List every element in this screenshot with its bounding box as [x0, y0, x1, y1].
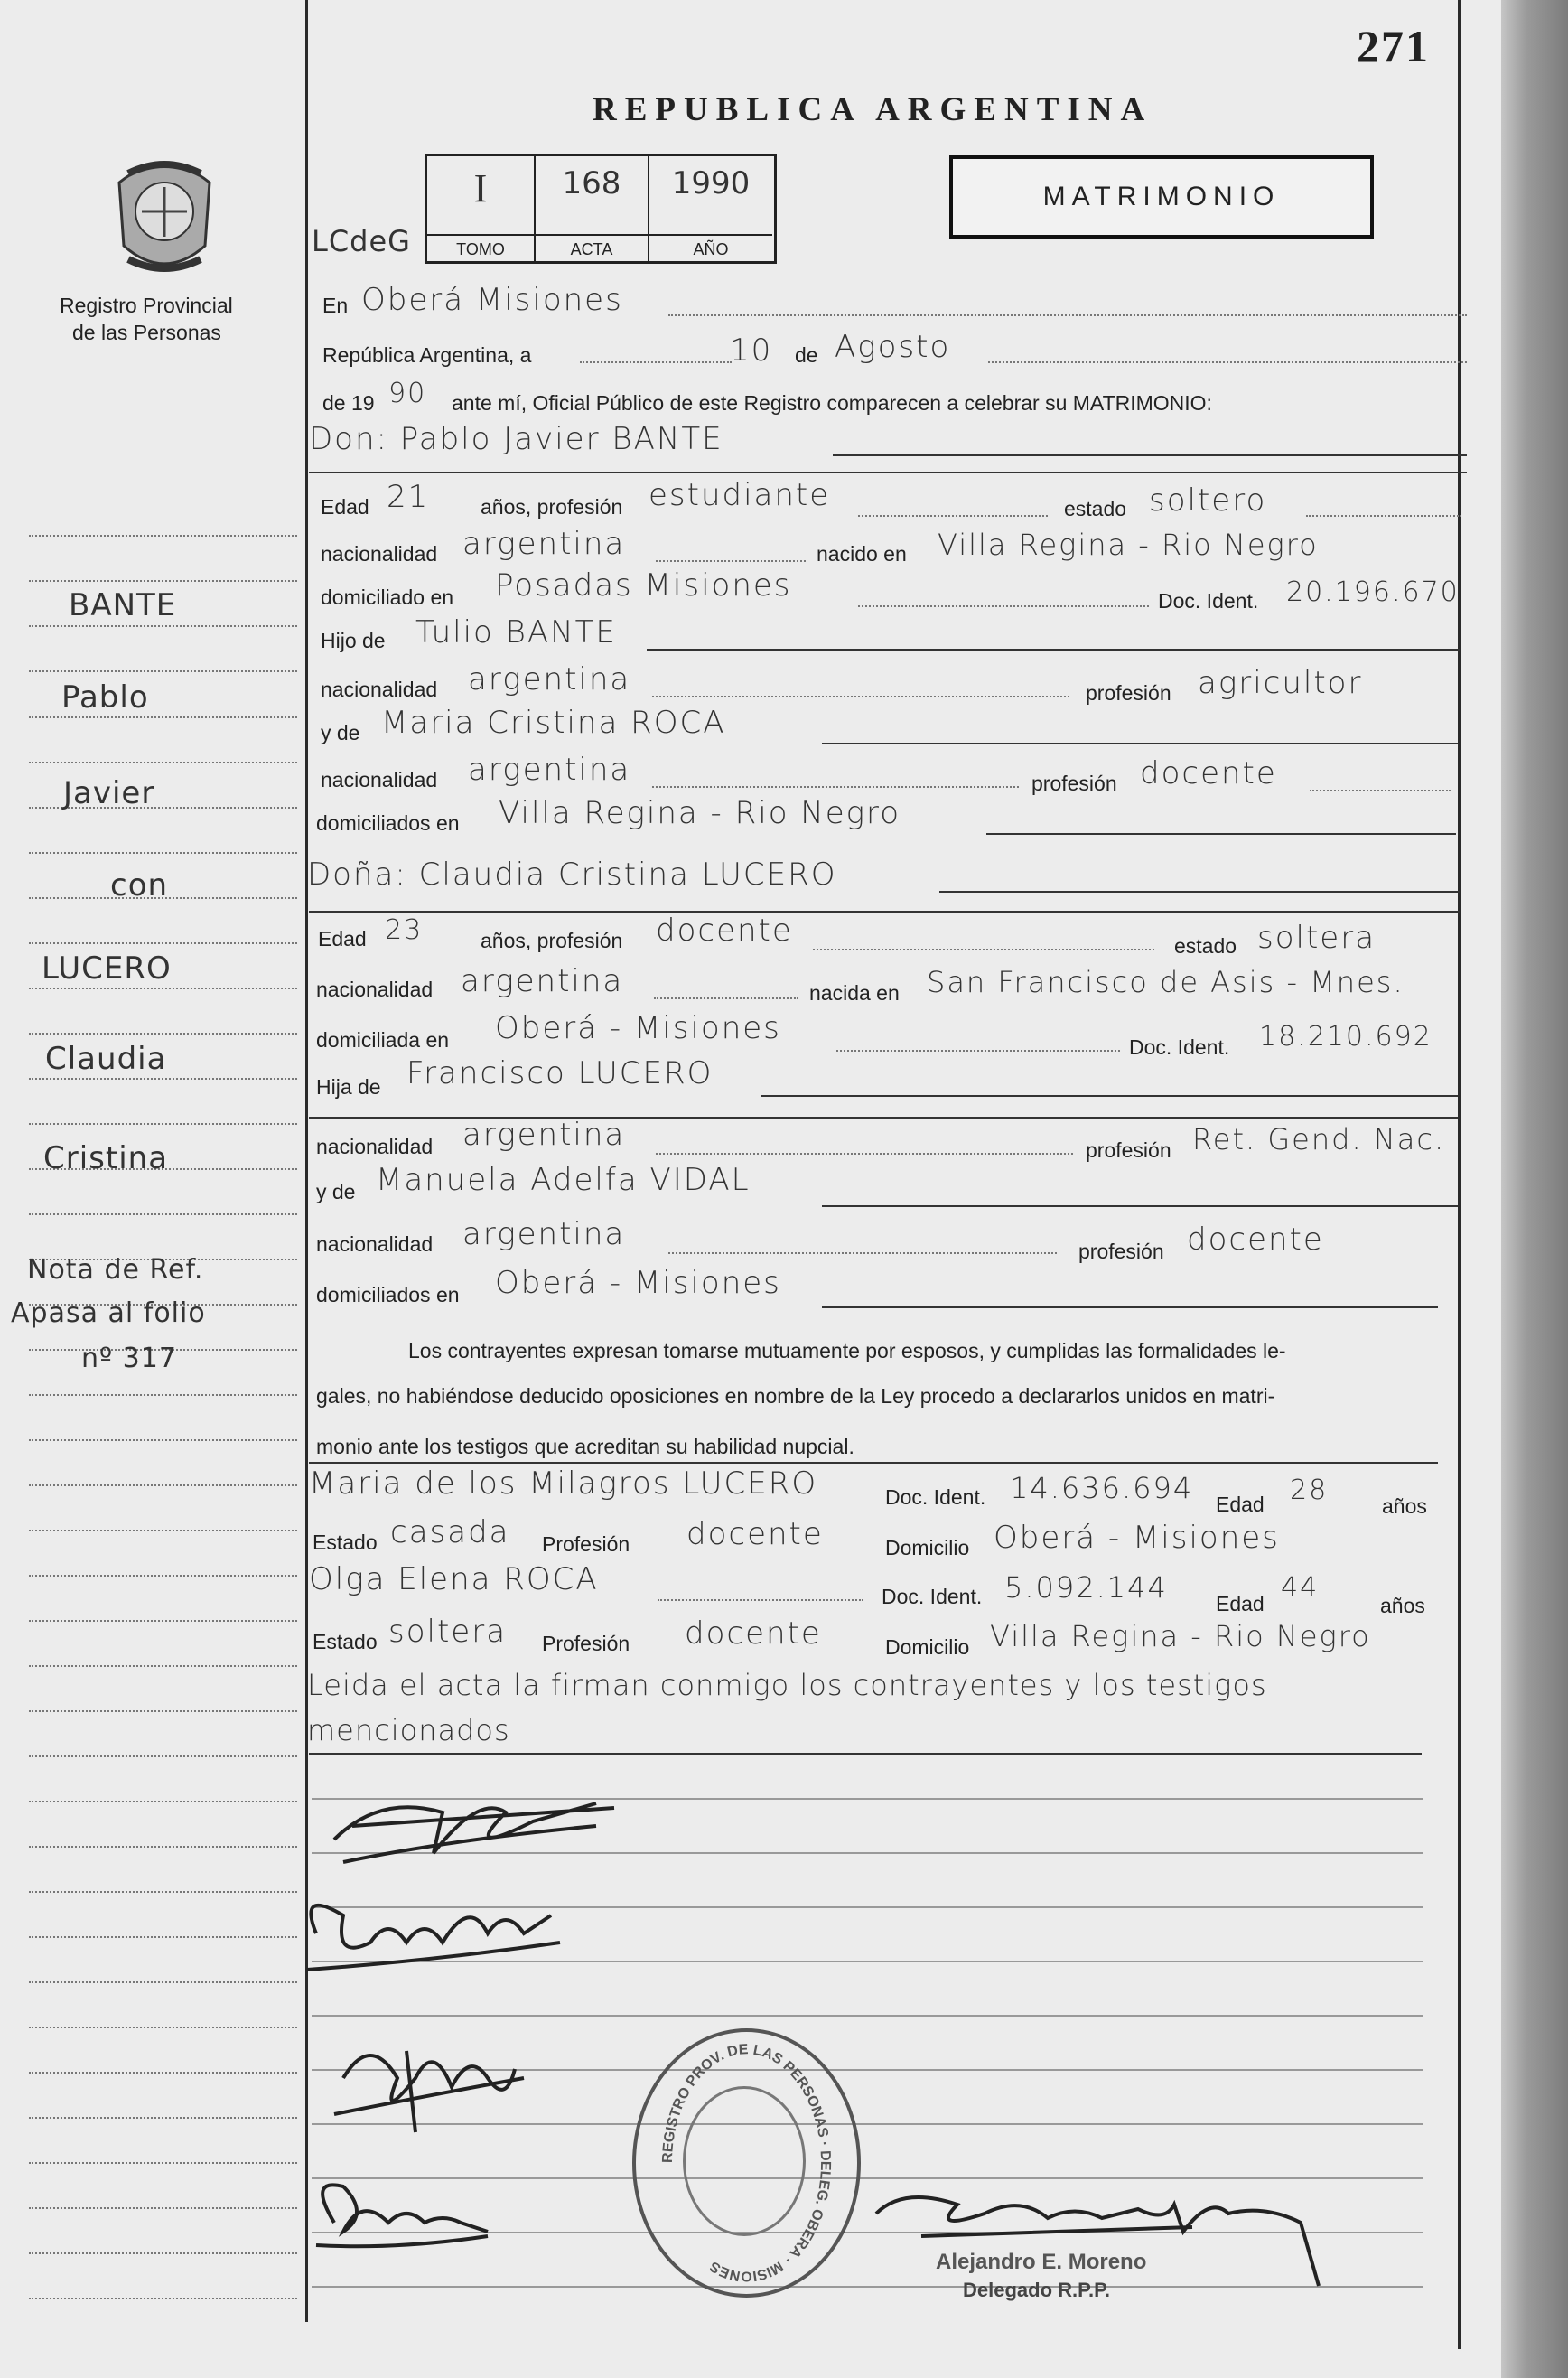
margin-rule	[29, 942, 297, 944]
acta-label: ACTA	[570, 240, 613, 258]
margin-rule	[29, 716, 297, 718]
groom-address: Posadas Misiones	[495, 567, 792, 604]
witness1-address: Oberá - Misiones	[994, 1520, 1280, 1556]
label-domiciliados-en-bride: domiciliados en	[316, 1283, 460, 1306]
label-profesion-w2: Profesión	[542, 1632, 630, 1655]
stamp-text-icon	[636, 2032, 857, 2294]
witness1-signature-icon	[316, 2024, 533, 2141]
groom-father: Tulio BANTE	[415, 614, 617, 651]
margin-surname-bride: LUCERO	[42, 950, 172, 987]
official-title: Delegado R.P.P.	[963, 2279, 1111, 2301]
margin-rule	[29, 1078, 297, 1080]
groom-line: Don: Pablo Javier BANTE	[309, 421, 723, 457]
witness2-profession: docente	[685, 1615, 822, 1652]
section-rule	[309, 911, 1460, 913]
margin-surname-groom: BANTE	[69, 587, 177, 623]
label-domicilio-w2: Domicilio	[885, 1635, 970, 1659]
official-name: Alejandro E. Moreno	[936, 2250, 1147, 2274]
tomo-cell	[427, 156, 536, 261]
witness2-age: 44	[1281, 1572, 1320, 1604]
groom-mother-nationality: argentina	[468, 752, 631, 788]
section-rule	[309, 472, 1467, 473]
label-edad: Edad	[321, 495, 369, 519]
bride-mother-profession: docente	[1187, 1222, 1324, 1258]
margin-rule	[29, 580, 297, 582]
label-anos-w1: años	[1382, 1494, 1427, 1518]
margin-note-line2: Apasa al folio	[11, 1297, 206, 1329]
margin-rule	[29, 1394, 297, 1396]
groom-nationality: argentina	[462, 526, 626, 562]
groom-profession: estudiante	[649, 477, 831, 513]
margin-rule	[29, 2162, 297, 2164]
margin-rule	[29, 1123, 297, 1125]
tomo-value: I	[473, 166, 488, 211]
margin-rule	[29, 1620, 297, 1622]
witness2-name: Olga Elena ROCA	[309, 1561, 599, 1597]
fill-rule	[836, 1050, 1120, 1052]
label-y-de: y de	[321, 721, 360, 744]
fill-rule	[1306, 515, 1461, 517]
section-rule	[309, 1753, 1422, 1755]
ano-label: AÑO	[693, 240, 729, 258]
label-domiciliado-en: domiciliado en	[321, 585, 454, 609]
label-doc-ident-w1: Doc. Ident.	[885, 1485, 986, 1509]
label-anos-profesion-bride: años, profesión	[481, 929, 623, 952]
label-nacido-en: nacido en	[817, 542, 907, 566]
margin-rule	[29, 2207, 297, 2209]
bride-father: Francisco LUCERO	[406, 1055, 714, 1091]
label-nacionalidad-bride: nacionalidad	[316, 978, 434, 1001]
margin-rule	[29, 852, 297, 854]
margin-rule	[29, 1891, 297, 1893]
fill-rule	[813, 949, 1154, 950]
witness1-profession: docente	[686, 1516, 824, 1552]
margin-rule	[29, 2252, 297, 2254]
margin-rule	[29, 1936, 297, 1938]
margin-rule	[29, 625, 297, 627]
fill-rule	[833, 454, 1467, 456]
acta-cell	[536, 156, 649, 261]
groom-father-profession: agricultor	[1198, 665, 1363, 701]
page-number: 271	[1357, 21, 1430, 71]
label-nacida-en: nacida en	[809, 981, 900, 1005]
bride-father-nationality: argentina	[462, 1117, 626, 1153]
label-profesion-bride-mother: profesión	[1078, 1240, 1164, 1263]
label-domicilio-w1: Domicilio	[885, 1536, 970, 1559]
label-y-de-bride: y de	[316, 1180, 356, 1203]
label-anos-profesion: años, profesión	[481, 495, 623, 519]
document-heading: REPUBLICA ARGENTINA	[593, 91, 1153, 128]
fill-rule	[822, 1205, 1458, 1207]
bride-profession: docente	[656, 913, 793, 949]
groom-signature-icon	[325, 1776, 623, 1876]
svg-text:REGISTRO PROV. DE LAS PERSONAS	[660, 2042, 833, 2284]
groom-born-in: Villa Regina - Rio Negro	[938, 528, 1319, 562]
groom-mother: Maria Cristina ROCA	[381, 705, 726, 741]
margin-rule	[29, 2298, 297, 2299]
margin-name-cristina: Cristina	[43, 1140, 169, 1176]
fill-rule	[668, 1252, 1057, 1254]
label-nacionalidad-father: nacionalidad	[321, 678, 438, 701]
bride-line: Doña: Claudia Cristina LUCERO	[307, 857, 837, 893]
groom-father-nationality: argentina	[468, 661, 631, 697]
margin-rule	[29, 1575, 297, 1577]
margin-rule	[29, 1665, 297, 1667]
place-value: Oberá Misiones	[361, 282, 623, 318]
witness1-status: casada	[390, 1514, 510, 1550]
label-domiciliados-en: domiciliados en	[316, 811, 460, 835]
label-republica: República Argentina, a	[322, 343, 532, 367]
fill-rule	[822, 1306, 1438, 1308]
closing-line1: Leida el acta la firman conmigo los contrayentes y los testigos	[307, 1668, 1267, 1702]
label-de19: de 19	[322, 391, 375, 415]
label-estado-w1: Estado	[313, 1531, 378, 1554]
margin-rule	[29, 670, 297, 672]
margin-rule	[29, 762, 297, 763]
groom-doc: 20.196.670	[1286, 576, 1460, 608]
groom-status: soltero	[1149, 482, 1267, 519]
fill-rule	[658, 1599, 863, 1601]
margin-rule	[29, 2072, 297, 2074]
ano-separator	[649, 234, 772, 236]
margin-rule	[29, 1846, 297, 1848]
bride-nationality: argentina	[461, 963, 624, 999]
bride-mother-nationality: argentina	[462, 1216, 626, 1252]
bride-parents-address: Oberá - Misiones	[495, 1265, 781, 1301]
fill-rule	[988, 361, 1467, 363]
acta-value: 168	[562, 165, 621, 201]
label-ante: ante mí, Oficial Público de este Registro comparecen a celebrar su MATRIMONIO:	[452, 391, 1212, 415]
margin-rule	[29, 2027, 297, 2028]
label-estado-bride: estado	[1174, 934, 1237, 958]
margin-rule	[29, 1213, 297, 1215]
margin-note-line3: nº 317	[81, 1343, 177, 1374]
bride-doc: 18.210.692	[1259, 1021, 1433, 1053]
fill-rule	[858, 605, 1149, 607]
margin-rule	[29, 1484, 297, 1486]
label-profesion-w1: Profesión	[542, 1532, 630, 1556]
label-estado: estado	[1064, 497, 1127, 520]
label-domiciliada-en: domiciliada en	[316, 1028, 450, 1052]
right-margin-rule	[1458, 0, 1461, 2349]
margin-rule	[29, 1439, 297, 1441]
closing-line2: mencionados	[307, 1713, 510, 1747]
fill-rule	[654, 997, 798, 999]
witness2-doc: 5.092.144	[1004, 1570, 1168, 1605]
label-en: En	[322, 294, 349, 317]
fill-rule	[580, 361, 732, 363]
section-rule	[309, 1462, 1438, 1464]
fill-rule	[858, 515, 1048, 517]
fill-rule	[1310, 790, 1451, 791]
tomo-label: TOMO	[456, 240, 505, 258]
fill-rule	[647, 649, 1460, 651]
tomo-separator	[427, 234, 534, 236]
record-type-box: MATRIMONIO	[949, 155, 1374, 239]
witness1-name: Maria de los Milagros LUCERO	[309, 1465, 818, 1502]
groom-mother-profession: docente	[1140, 755, 1277, 791]
bride-mother: Manuela Adelfa VIDAL	[376, 1162, 751, 1198]
margin-con: con	[110, 867, 169, 903]
margin-name-javier: Javier	[63, 775, 155, 811]
witness2-address: Villa Regina - Rio Negro	[990, 1619, 1371, 1653]
bride-born-in: San Francisco de Asis - Mnes.	[927, 965, 1405, 999]
fill-rule	[656, 560, 806, 562]
fill-rule	[668, 314, 1467, 316]
bride-address: Oberá - Misiones	[495, 1010, 781, 1046]
label-profesion-mother: profesión	[1031, 772, 1117, 795]
stamp-text: REGISTRO PROV. DE LAS PERSONAS · DELEG. OBERA · MISIONES	[659, 2042, 834, 2284]
bride-signature-icon	[298, 1879, 569, 1988]
fill-rule	[822, 743, 1458, 744]
label-hija-de: Hija de	[316, 1075, 381, 1099]
bride-status: soltera	[1257, 920, 1377, 956]
bride-father-profession: Ret. Gend. Nac.	[1192, 1122, 1446, 1156]
label-doc-ident-bride: Doc. Ident.	[1129, 1035, 1230, 1059]
fill-rule	[652, 786, 1019, 788]
witness1-age: 28	[1290, 1475, 1329, 1506]
label-nacionalidad: nacionalidad	[321, 542, 438, 566]
margin-name-pablo: Pablo	[61, 679, 149, 716]
margin-rule	[29, 1033, 297, 1035]
label-profesion-father: profesión	[1086, 681, 1171, 705]
bride-age: 23	[385, 914, 424, 946]
fill-rule	[656, 1153, 1073, 1155]
label-doc-ident-w2: Doc. Ident.	[882, 1585, 983, 1608]
margin-note-line1: Nota de Ref.	[27, 1254, 204, 1286]
margin-rule	[29, 1981, 297, 1983]
day-value: 10	[730, 332, 773, 369]
book-edge	[1499, 0, 1568, 2378]
text-para-line1: Los contrayentes expresan tomarse mutuamente por esposos, y cumplidas las formalidades le-	[408, 1339, 1286, 1362]
fill-rule	[761, 1095, 1458, 1097]
groom-age: 21	[387, 479, 430, 515]
margin-rule	[29, 1530, 297, 1531]
witness2-signature-icon	[307, 2159, 497, 2259]
registry-stamp	[632, 2028, 861, 2298]
tomo-acta-ano-box	[425, 154, 777, 264]
label-doc-ident: Doc. Ident.	[1158, 589, 1259, 613]
signature-rule	[312, 2015, 1423, 2017]
fill-rule	[939, 891, 1460, 893]
label-edad-w1: Edad	[1216, 1493, 1265, 1516]
margin-rule	[29, 988, 297, 989]
misiones-seal-icon	[101, 146, 228, 282]
margin-rule	[29, 1801, 297, 1802]
margin-rule	[29, 1755, 297, 1757]
label-edad-bride: Edad	[318, 927, 367, 950]
ano-cell	[649, 156, 772, 261]
ano-value: 1990	[671, 165, 751, 201]
margin-rule	[29, 1710, 297, 1712]
fill-rule	[652, 696, 1069, 697]
label-estado-w2: Estado	[313, 1630, 378, 1653]
margin-rule	[29, 2117, 297, 2119]
label-nacionalidad-mother: nacionalidad	[321, 768, 438, 791]
text-para-line2: gales, no habiéndose deducido oposiciones en nombre de la Ley procedo a declararlos unidos en matri-	[316, 1384, 1275, 1408]
registry-line1: Registro Provincial	[60, 294, 233, 317]
label-edad-w2: Edad	[1216, 1592, 1265, 1615]
witness2-status: soltera	[388, 1614, 508, 1650]
label-de: de	[795, 343, 818, 367]
fill-rule	[986, 833, 1456, 835]
witness1-doc: 14.636.694	[1010, 1471, 1194, 1505]
label-nacionalidad-bride-mother: nacionalidad	[316, 1232, 434, 1256]
ref-code: LCdeG	[312, 224, 411, 258]
label-profesion-bride-father: profesión	[1086, 1138, 1171, 1162]
groom-parents-address: Villa Regina - Rio Negro	[499, 795, 901, 831]
margin-rule	[29, 535, 297, 537]
year-value: 90	[388, 378, 427, 409]
registry-line2: de las Personas	[72, 321, 221, 344]
label-hijo-de: Hijo de	[321, 629, 386, 652]
margin-name-claudia: Claudia	[45, 1041, 167, 1077]
label-anos-w2: años	[1380, 1594, 1425, 1617]
text-para-line3: monio ante los testigos que acreditan su habilidad nupcial.	[316, 1435, 854, 1458]
label-nacionalidad-bride-father: nacionalidad	[316, 1135, 434, 1158]
month-value: Agosto	[835, 329, 951, 365]
acta-separator	[536, 234, 648, 236]
